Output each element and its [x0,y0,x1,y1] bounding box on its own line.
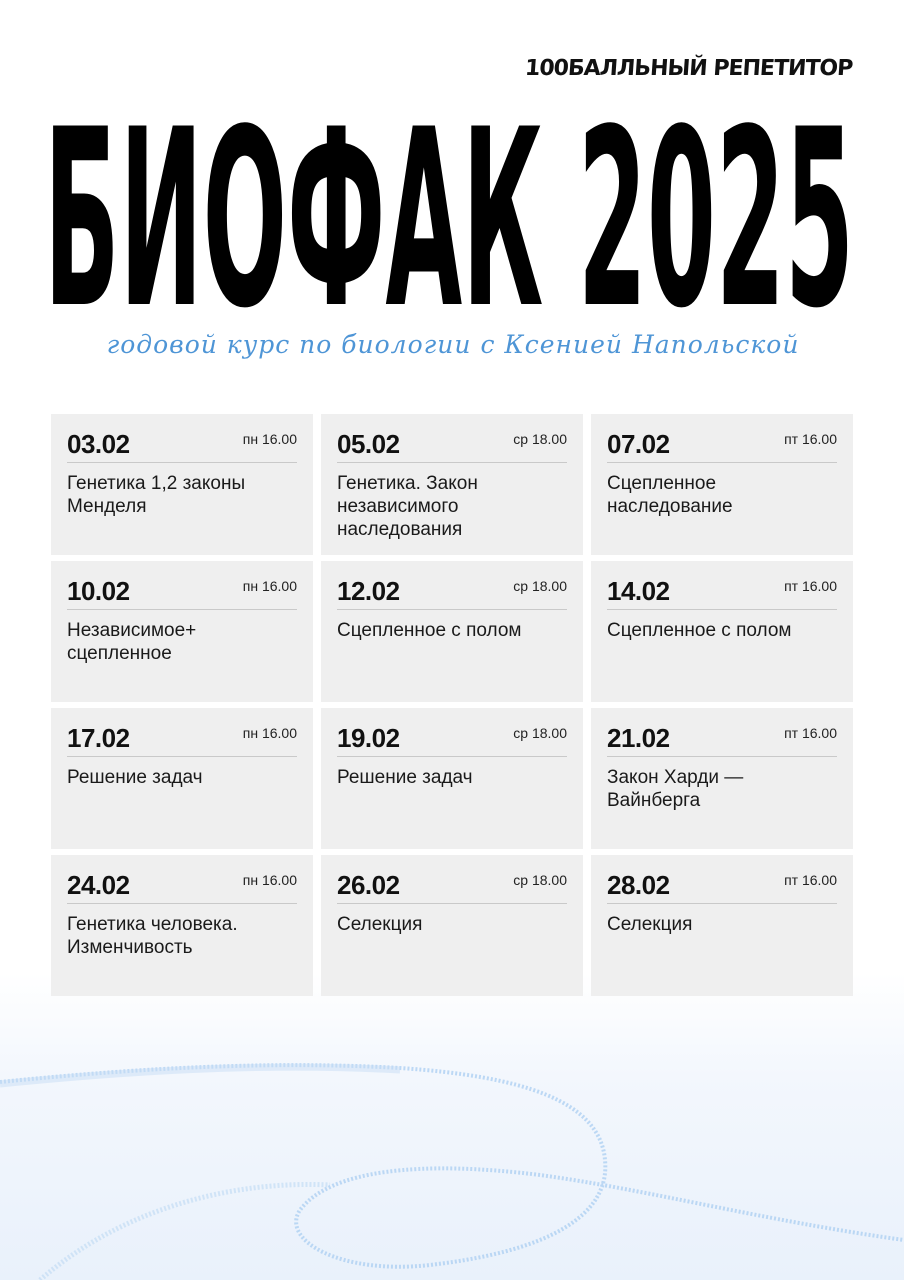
schedule-grid [51,414,853,996]
lesson-time: пт 16.00 [784,725,837,741]
lesson-date: 28.02 [607,870,670,900]
lesson-topic: Сцепленное наследование [607,473,733,517]
lesson-card [51,561,313,702]
svg-text:БИОФАК 2025: БИОФАК 2025 [44,77,855,363]
lesson-topic: Решение задач [67,767,203,788]
lesson-topic: Сцепленное с полом [337,620,522,641]
lesson-topic: Селекция [337,914,423,935]
lesson-time: пн 16.00 [242,872,297,888]
lesson-card [321,708,583,849]
lesson-date: 12.02 [337,576,400,606]
lesson-card [321,855,583,996]
lesson-date: 17.02 [67,723,130,753]
lesson-card [591,561,853,702]
lesson-card [591,855,853,996]
lesson-topic: Независимое+ сцепленное [67,620,197,664]
lesson-date: 24.02 [67,870,130,900]
lesson-time: пт 16.00 [784,872,837,888]
lesson-date: 03.02 [67,429,130,459]
lesson-time: пн 16.00 [242,578,297,594]
lesson-topic: Селекция [607,914,693,935]
lesson-time: пт 16.00 [784,431,837,447]
lesson-date: 21.02 [607,723,670,753]
lesson-topic: Решение задач [337,767,473,788]
brand-logo: 100БАЛЛЬНЫЙ РЕПЕТИТОР [523,56,853,81]
lesson-card [51,855,313,996]
lesson-date: 07.02 [607,429,670,459]
lesson-card [321,561,583,702]
lesson-topic: Закон Харди — Вайнберга [607,767,744,811]
lesson-card [591,414,853,555]
lesson-card [591,708,853,849]
decorative-waves [0,1010,904,1280]
lesson-time: ср 18.00 [513,578,567,594]
lesson-time: пн 16.00 [242,431,297,447]
lesson-card [51,414,313,555]
lesson-date: 26.02 [337,870,400,900]
lesson-time: ср 18.00 [513,872,567,888]
lesson-topic: Генетика. Закон независимого наследования [337,473,478,540]
lesson-time: пт 16.00 [784,578,837,594]
lesson-date: 05.02 [337,429,400,459]
lesson-topic: Генетика 1,2 законы Менделя [67,473,246,517]
lesson-time: ср 18.00 [513,725,567,741]
lesson-topic: Генетика человека. Изменчивость [67,914,238,958]
lesson-card [51,708,313,849]
lesson-time: ср 18.00 [513,431,567,447]
lesson-date: 10.02 [67,576,130,606]
lesson-date: 14.02 [607,576,670,606]
lesson-date: 19.02 [337,723,400,753]
subtitle: годовой курс по биологии с Ксенией Напольской [106,330,800,359]
lesson-topic: Сцепленное с полом [607,620,792,641]
lesson-card [321,414,583,555]
lesson-time: пн 16.00 [242,725,297,741]
